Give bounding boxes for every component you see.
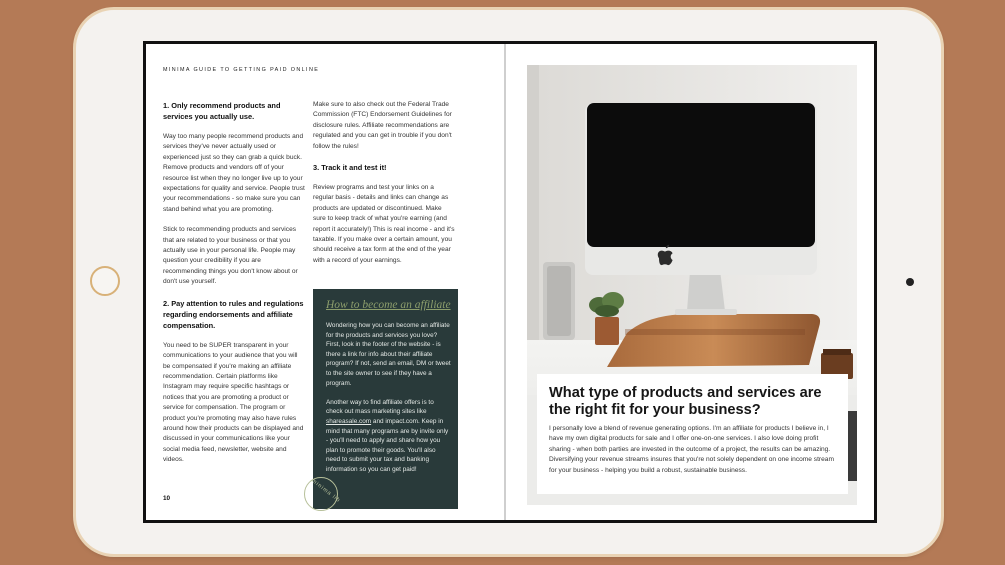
heading-track: 3. Track it and test it! [313, 163, 387, 173]
left-column [163, 100, 305, 476]
home-button-icon[interactable] [90, 266, 120, 296]
stamp-text: minima lib [310, 478, 342, 505]
paragraph: You need to be SUPER transparent in your communications to your audience that you will be compensated if you're making an affiliate recommendation. Certain platforms like Instagram may require specific hashtags or notices that you are promoting a product or service for compensation. The program or product you're promoting may also have rules around how their products can be displayed and discussed in your communications like your social media feed, newsletter, website and videos. [163, 341, 304, 464]
camera-icon [906, 278, 914, 286]
affiliate-box-title: How to become an affiliate [326, 299, 451, 311]
paragraph: Way too many people recommend products and services they've never actually used or experienced just so they can grab a quick buck. Remove products and vendors off of your resource list when they no longer live up to your expectations for quality and service. People trust your recommendations - so make sure you can stand behind what you are promoting. [163, 133, 305, 213]
right-column [313, 100, 456, 276]
affiliate-box-text [326, 321, 451, 484]
text-span: Another way to find affiliate offers is to check out mass marketing sites like [326, 398, 434, 416]
paragraph: Stick to recommending products and services that are related to your business or that you actually use in your personal life. People may question your credibility if you are recommending things you don't know about or don't use yourself. [163, 226, 298, 286]
shareasale-link[interactable]: shareasale.com [326, 417, 372, 425]
card-title: What type of products and services are the right fit for your business? [549, 385, 822, 418]
heading-recommend: 1. Only recommend products and services you actually use. [163, 101, 281, 121]
page-fold [504, 44, 506, 520]
book-header: MINIMA GUIDE TO GETTING PAID ONLINE [163, 67, 320, 73]
paragraph [326, 398, 451, 475]
paragraph: Wondering how you can become an affiliate for the products and services you love? First, look in the footer of the website - is there a link for info about their affiliate program? If not, send an email, DM or tweet to the site owner to see if they have a program. [326, 322, 451, 387]
card-body: I personally love a blend of revenue generating options. I'm an affiliate for products I believe in, I have my own digital products for sale and I offer one-on-one services. I also love doing profit sharing - when both parties are invested in the outcome of a project, the results can be amazing. Diversifying your revenue streams insures that you're not solely dependent on one income stream for your business - helping you build a robust, sustainable business. [549, 425, 834, 474]
page-number: 10 [163, 495, 171, 502]
heading-rules: 2. Pay attention to rules and regulations regarding endorsements and affiliate compensation. [163, 298, 304, 330]
paragraph: Make sure to also check out the Federal Trade Commission (FTC) Endorsement Guidelines for disclosure rules. Affiliate recommendations are regulated and you can get in trouble if you don't follow the rules! [313, 101, 452, 150]
text-span: and impact.com. Keep in mind that many programs are by invite only - you'll need to apply and share how you plan to promote their goods. You'll also need to submit your tax and banking information so you can get paid! [326, 417, 449, 473]
paragraph: Review programs and test your links on a regular basis - details and links can change as products are updated or discontinued. Make sure to keep track of what you're earning (and report it accurately!) This is real income - and it's taxable. If you make over a certain amount, you should receive a tax form at the end of the year with a record of your earnings. [313, 184, 455, 264]
